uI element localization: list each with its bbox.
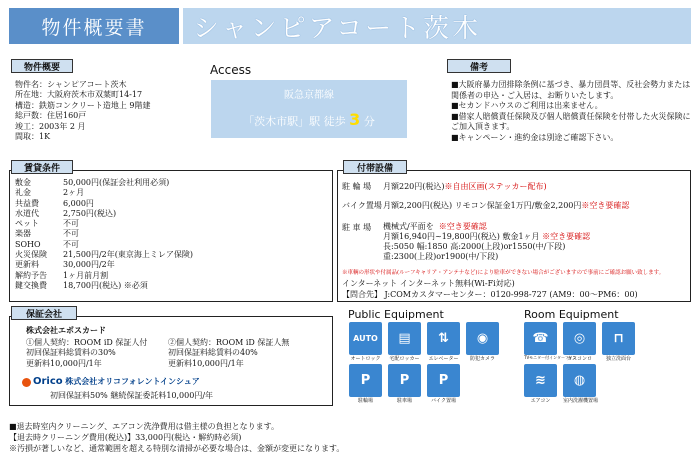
equipment-label: オートロック — [350, 356, 381, 362]
rental-value: 30,000円/2年 — [63, 260, 115, 270]
plan2-rate: 初回保証料総賃料の40% — [168, 348, 258, 358]
air-conditioner-icon: ≋ — [524, 364, 557, 397]
overview-line: 所在地：大阪府茨木市双葉町14-17 — [15, 90, 143, 100]
public-equipment-item — [466, 322, 505, 362]
car-parking-size2: 重:2300(上段)or1900(中/下段) — [383, 252, 499, 261]
rental-conditions-table — [15, 178, 193, 291]
rental-value: 18,700円(税込) ※必須 — [63, 280, 148, 290]
access-railway-line: 阪急京都線 — [284, 90, 334, 101]
equipment-label: エレベーター — [428, 356, 459, 362]
overview-line: 竣工：2003年 2 月 — [15, 121, 86, 131]
rental-key: 楽器 — [15, 229, 31, 239]
overview-line: 物件名：シャンピアコート茨木 — [15, 80, 127, 89]
rental-row — [15, 209, 193, 219]
equipment-label: エアコン — [530, 398, 551, 404]
car-parking-fee-note: ※空き要確認 — [542, 232, 591, 241]
rental-key: 鍵交換費 — [15, 280, 47, 290]
remark-line: ■大阪府暴力団排除条例に基づき、暴力団員等、反社会勢力または関係者の申込・ご入居は、お断りいたします。 — [451, 80, 691, 100]
car-parking-details — [383, 222, 590, 262]
room-equipment-item — [524, 364, 563, 404]
remark-line: ■キャンペーン・進約金は別途ご確認下さい。 — [451, 132, 619, 142]
room-equipment-item — [602, 322, 641, 362]
rental-value: 1ヶ月前月割 — [63, 270, 109, 280]
bike-parking-label: バイク置場 — [342, 201, 382, 210]
guarantee-company2 — [22, 376, 200, 387]
equipment-label: 駐輪場 — [357, 398, 373, 404]
rental-row — [15, 199, 193, 209]
rental-key: 更新料 — [15, 260, 39, 270]
plan1-renewal: 更新料10,000円/1年 — [26, 358, 102, 368]
parking-warning: ※車輌の形状や付属品(ルーフキャリア・アンテナなど)により駐車ができない場合がございますので事前にご確認お願い致します。 — [342, 270, 665, 276]
footer-line: ※汚損が著しいなど、通常範囲を超える特別な清掃が必要な場合は、金額が変更になります。 — [9, 444, 345, 453]
rental-value: 不可 — [63, 219, 79, 229]
auto-lock-icon: AUTO — [349, 322, 382, 355]
remarks-section — [451, 80, 691, 143]
remark-line: ■借家人賠償責任保険及び個人賠償責任保険を付帯した火災保険にご加入頂きます。 — [451, 111, 691, 131]
walk-minutes: 3 — [349, 110, 361, 129]
intercom-icon: ☎ — [524, 322, 557, 355]
property-name-banner: シャンピアコート茨木 — [183, 8, 691, 44]
car-parking-type-note: ※空き要確認 — [438, 222, 487, 231]
plan1-title: ①個人契約：ROOM iD 保証人付 — [26, 338, 148, 347]
rental-key: 水道代 — [15, 208, 39, 218]
bike-parking-row — [342, 200, 629, 211]
bicycle-parking-icon: P — [349, 364, 382, 397]
public-equipment-grid — [349, 322, 505, 404]
room-equipment-item — [563, 322, 602, 362]
rental-row — [15, 240, 193, 250]
public-equipment-item — [349, 364, 388, 404]
guarantee-plan3: 初回保証料50% 継続保証委託料10,000円/年 — [50, 391, 214, 400]
rental-key: 礼金 — [15, 188, 31, 198]
rental-value: 2,750円(税込) — [63, 208, 117, 218]
room-equipment-item — [563, 364, 602, 404]
rental-conditions-tag: 賃貸条件 — [11, 160, 73, 174]
rental-row — [15, 178, 193, 188]
washbasin-icon: ⊓ — [602, 322, 635, 355]
elevator-icon: ⇅ — [427, 322, 460, 355]
overview-tag: 物件概要 — [11, 59, 73, 73]
washing-machine-icon: ◍ — [563, 364, 596, 397]
rental-value: 21,500円/2年(東京海上ミレア保険) — [63, 250, 194, 260]
guarantee-plan2 — [168, 338, 289, 369]
equipment-label: 宅配ロッカー — [389, 356, 420, 362]
orico-brand: Orico — [33, 376, 63, 387]
car-parking-size1: 長:5050 幅:1850 高:2000(上段)or1550(中/下段) — [383, 242, 566, 251]
orico-logo-icon — [22, 378, 31, 387]
equipment-label: 室内洗濯機置場 — [563, 398, 599, 404]
room-equipment-title: Room Equipment — [524, 308, 619, 321]
contact-row: 【問合先】 J:COMカスタマーセンター：0120-998-727 (AM9：00～PM6：00) — [342, 290, 638, 299]
footer-line: ■退去時室内クリーニング、エアコン洗浄費用は借主様の負担となります。 — [9, 422, 280, 431]
rental-key: ペット — [15, 219, 39, 229]
rental-row — [15, 229, 193, 239]
public-equipment-item — [427, 364, 466, 404]
rental-row — [15, 260, 193, 270]
bike-parking-icon: P — [427, 364, 460, 397]
public-equipment-item — [388, 322, 427, 362]
overview-line: 構造：鉄筋コンクリート造地上 9階建 — [15, 100, 151, 110]
rental-key: 敷金 — [15, 178, 31, 187]
delivery-locker-icon: ▤ — [388, 322, 421, 355]
public-equipment-item — [388, 364, 427, 404]
rental-value: 2ヶ月 — [63, 188, 85, 198]
orico-company-name: 株式会社オリコフォレントインシュア — [65, 377, 200, 386]
bicycle-parking-note: ※自由区画(ステッカー配布) — [444, 182, 547, 191]
rental-row — [15, 281, 193, 291]
equipment-label: TVモニター付インターフォン — [524, 355, 577, 360]
bicycle-parking-fee: 月額220円(税込) — [383, 182, 445, 191]
room-equipment-grid — [524, 322, 641, 404]
rental-value: 不可 — [63, 229, 79, 239]
rental-value: 50,000円(保証会社利用必須) — [63, 178, 170, 187]
bicycle-parking-label: 駐 輪 場 — [342, 182, 372, 191]
security-camera-icon: ◉ — [466, 322, 499, 355]
rental-row — [15, 188, 193, 198]
guarantee-plan1 — [26, 338, 147, 369]
car-parking-icon: P — [388, 364, 421, 397]
remark-line: ■セカンドハウスのご利用は出来ません。 — [451, 101, 603, 110]
rental-value: 6,000円 — [63, 198, 94, 208]
walk-label: 徒歩 — [323, 115, 346, 128]
car-parking-fee: 月額16,940円~19,800円(税込) 敷金1ヶ月 — [383, 232, 540, 241]
public-equipment-title: Public Equipment — [348, 308, 444, 321]
rental-value: 不可 — [63, 239, 79, 249]
rental-row — [15, 271, 193, 281]
equipment-label: 防犯カメラ — [469, 356, 495, 362]
car-parking-type: 機械式/平面を — [383, 222, 434, 231]
gas-stove-icon: ◎ — [563, 322, 596, 355]
equipment-label: 独立洗面台 — [605, 356, 631, 362]
overview-line: 総戸数：住居160戸 — [15, 111, 87, 121]
equipment-label: ガスコンロ — [566, 356, 592, 362]
rental-key: SOHO — [15, 239, 41, 249]
guarantee-tag: 保証会社 — [11, 306, 77, 320]
equipment-label: 駐車場 — [396, 398, 412, 404]
bicycle-parking-row — [342, 181, 547, 192]
internet-row: インターネット インターネット無料(Wi-Fi対応) — [342, 279, 515, 288]
rental-row — [15, 250, 193, 260]
rental-key: 火災保険 — [15, 250, 47, 260]
public-equipment-item — [427, 322, 466, 362]
rental-key: 共益費 — [15, 198, 39, 208]
bike-parking-fee: 月額2,200円(税込) リモコン保証金1万円/敷金2,200円 — [383, 201, 582, 210]
access-station — [211, 110, 407, 129]
rental-key: 解約予告 — [15, 270, 47, 280]
station-name: 「茨木市駅」駅 — [243, 115, 321, 128]
walk-unit: 分 — [363, 115, 375, 128]
public-equipment-item — [349, 322, 388, 362]
rental-row — [15, 219, 193, 229]
footer-notes — [9, 421, 344, 454]
plan2-renewal: 更新料10,000円/1年 — [168, 358, 244, 368]
facilities-tag: 付帯設備 — [343, 160, 407, 174]
access-title: Access — [210, 63, 252, 77]
guarantee-company1: 株式会社エポスカード — [26, 326, 106, 335]
room-equipment-item — [524, 322, 577, 362]
plan2-title: ②個人契約：ROOM iD 保証人無 — [168, 338, 290, 347]
footer-line: 【退去時クリーニング費用(税込)】33,000円(税込・解約時必須) — [9, 433, 242, 442]
remarks-tag: 備考 — [447, 59, 511, 73]
document-title: 物件概要書 — [9, 8, 179, 44]
overview-section — [15, 80, 150, 142]
car-parking-label: 駐 車 場 — [342, 223, 372, 232]
plan1-rate: 初回保証料総賃料の30% — [26, 348, 116, 358]
equipment-label: バイク置場 — [431, 398, 456, 404]
car-parking-label-row — [342, 222, 377, 233]
overview-line: 間取：1K — [15, 132, 51, 142]
bike-parking-note: ※空き要確認 — [581, 201, 630, 210]
